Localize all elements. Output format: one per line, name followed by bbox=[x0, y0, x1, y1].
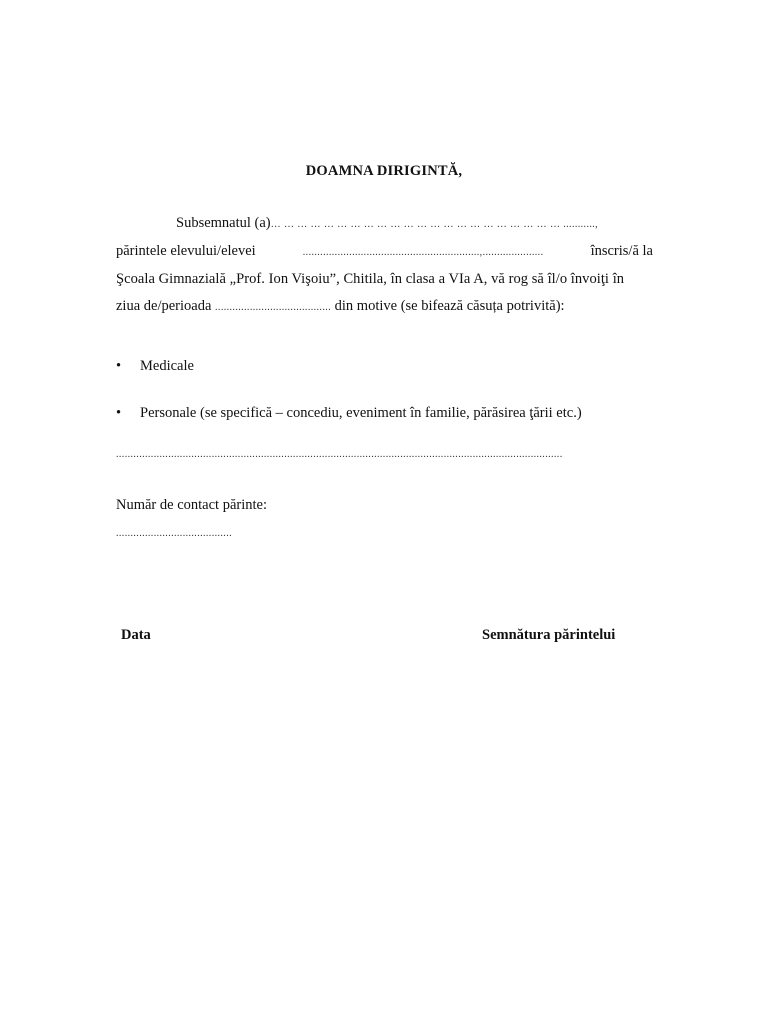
contact-blank: ........................................ bbox=[116, 528, 232, 539]
paragraph-line-2 bbox=[116, 242, 653, 262]
student-label: părintele elevului/elevei bbox=[116, 243, 256, 259]
document-title: DOAMNA DIRIGINTĂ, bbox=[305, 163, 463, 179]
paragraph-line-1 bbox=[116, 214, 653, 234]
paragraph-line-3 bbox=[116, 270, 653, 288]
bullet-icon: • bbox=[116, 405, 122, 421]
period-blank: ........................................ bbox=[215, 302, 332, 313]
details-blank: .......................................................................................................................................................... bbox=[116, 449, 563, 460]
contact-label-line bbox=[116, 496, 653, 514]
student-name-blank: .............................................................,..................... bbox=[302, 247, 544, 258]
option-medical bbox=[116, 357, 194, 375]
option-personal-label: Personale (se specifică – concediu, eveniment în familie, părăsirea ţării etc.) bbox=[140, 405, 582, 421]
option-personal bbox=[116, 404, 582, 422]
details-blank-line bbox=[116, 444, 653, 464]
signer-label: Subsemnatul (a) bbox=[176, 215, 271, 231]
paragraph-line-4 bbox=[116, 297, 653, 317]
contact-blank-line bbox=[116, 523, 653, 543]
date-label: Data bbox=[121, 627, 151, 643]
enrolled-label: înscris/ă la bbox=[590, 243, 653, 259]
period-label: ziua de/perioada bbox=[116, 298, 212, 314]
contact-label: Număr de contact părinte: bbox=[116, 497, 267, 513]
reason-label: din motive (se bifează căsuța potrivită): bbox=[334, 298, 565, 314]
signature-label: Semnătura părintelui bbox=[482, 627, 616, 643]
bullet-icon: • bbox=[116, 358, 122, 374]
option-medical-label: Medicale bbox=[140, 358, 194, 374]
school-text: Şcoala Gimnazială „Prof. Ion Vişoiu”, Chitila, în clasa a VIa A, vă rog să îl/o învoiţi în bbox=[116, 271, 625, 287]
signer-name-blank: … … … … … … … … … … … … … … … … … … … … … … ..........., bbox=[270, 219, 599, 230]
